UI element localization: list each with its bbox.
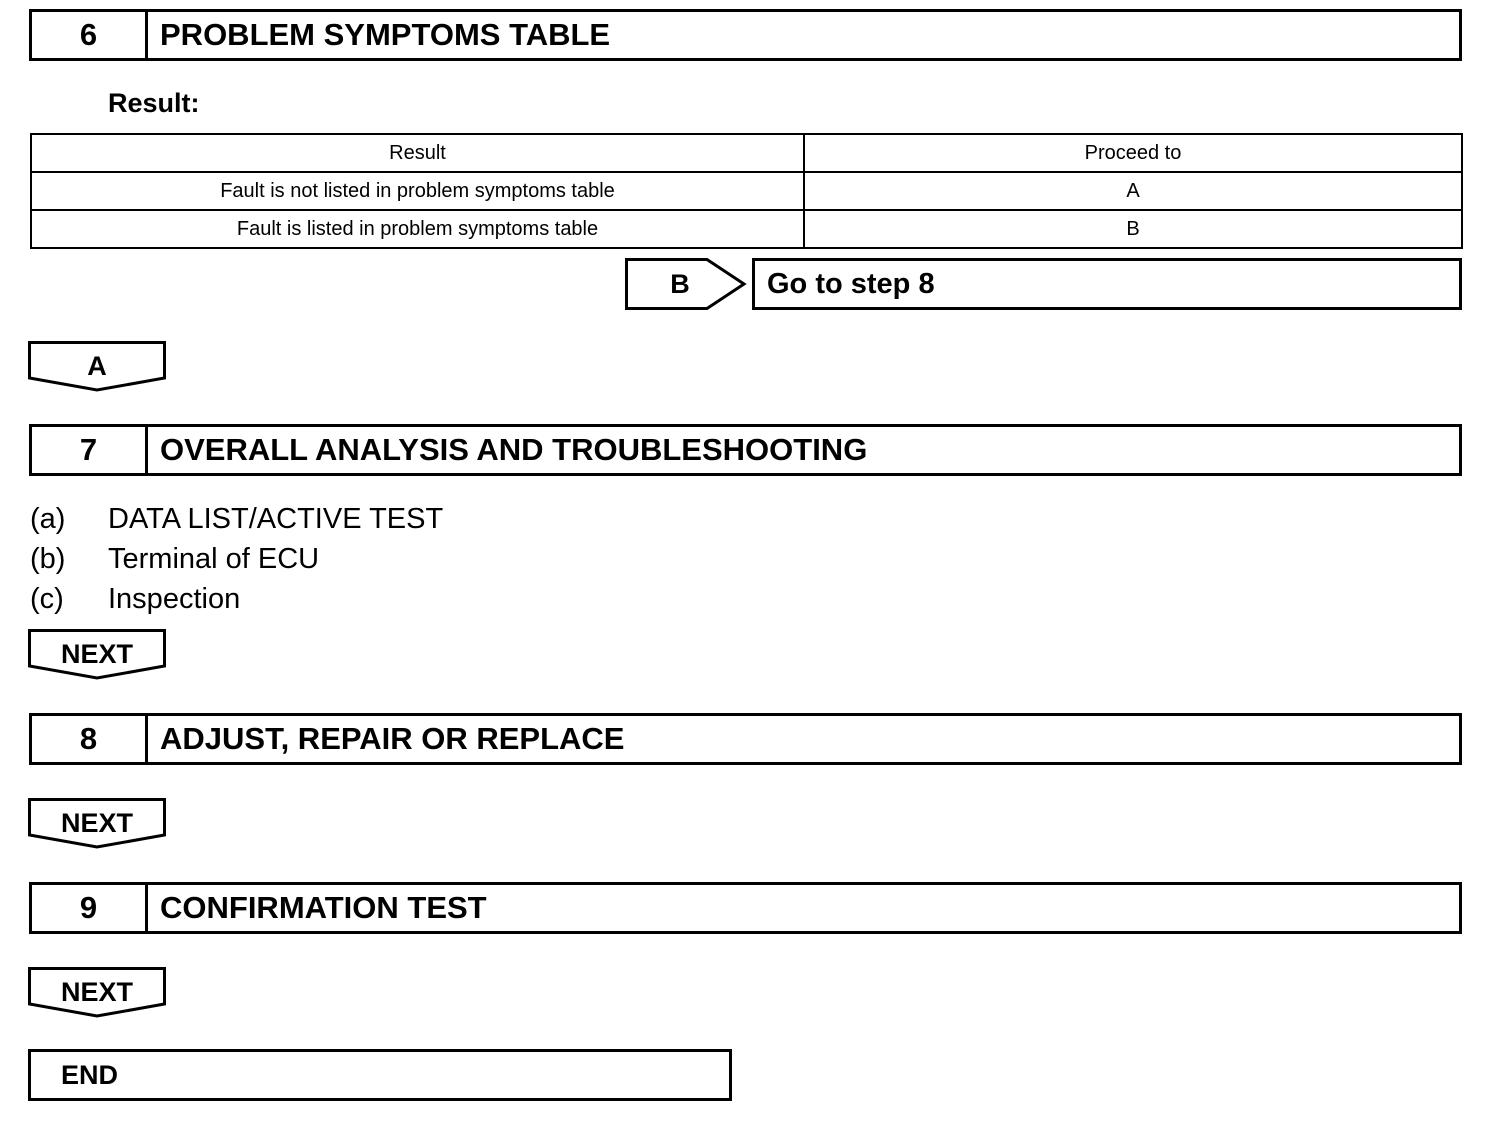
list-marker: (a) — [30, 503, 66, 535]
step-number: 6 — [32, 12, 148, 58]
table-row — [31, 172, 1462, 210]
table-row — [31, 210, 1462, 248]
step-9-header — [29, 882, 1462, 934]
column-header: Proceed to — [804, 134, 1462, 172]
result-table — [30, 133, 1463, 249]
list-marker: (c) — [30, 583, 64, 615]
end-box: END — [28, 1049, 732, 1101]
list-item — [30, 543, 319, 576]
list-item — [30, 583, 240, 616]
next-label: NEXT — [60, 638, 133, 669]
step-title: ADJUST, REPAIR OR REPLACE — [160, 721, 625, 756]
column-header: Result — [31, 134, 804, 172]
table-cell: A — [804, 172, 1462, 210]
step-number: 7 — [32, 427, 148, 473]
branch-b-label: B — [670, 268, 690, 299]
next-tab[interactable] — [28, 798, 166, 850]
list-item — [30, 503, 443, 536]
next-label: NEXT — [60, 976, 133, 1007]
list-marker: (b) — [30, 543, 66, 575]
step-number: 9 — [32, 885, 148, 931]
step-6-header — [29, 9, 1462, 61]
branch-a-tab[interactable] — [28, 341, 166, 393]
table-cell: Fault is listed in problem symptoms table — [31, 210, 804, 248]
step-title: PROBLEM SYMPTOMS TABLE — [160, 17, 611, 52]
table-cell: Fault is not listed in problem symptoms table — [31, 172, 804, 210]
list-text: Inspection — [108, 583, 241, 615]
goto-step-box: Go to step 8 — [752, 258, 1462, 310]
table-header-row — [31, 134, 1462, 172]
step-number: 8 — [32, 716, 148, 762]
next-tab[interactable] — [28, 629, 166, 681]
step-title: CONFIRMATION TEST — [160, 890, 487, 925]
result-heading: Result: — [108, 88, 200, 118]
step-title: OVERALL ANALYSIS AND TROUBLESHOOTING — [160, 432, 868, 467]
list-text: Terminal of ECU — [108, 543, 320, 575]
step-7-header — [29, 424, 1462, 476]
list-text: DATA LIST/ACTIVE TEST — [108, 503, 444, 535]
table-cell: B — [804, 210, 1462, 248]
step-8-header — [29, 713, 1462, 765]
next-label: NEXT — [60, 807, 133, 838]
branch-b-arrow[interactable] — [625, 258, 747, 310]
branch-a-label: A — [87, 350, 107, 381]
next-tab[interactable] — [28, 967, 166, 1019]
